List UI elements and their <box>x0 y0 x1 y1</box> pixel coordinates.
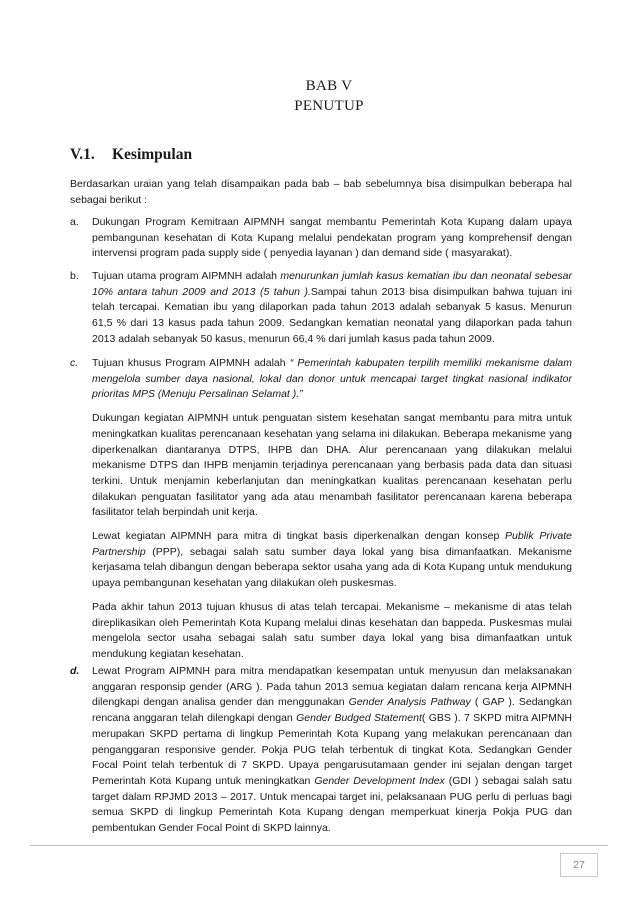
text-run: Lewat Program AIPMNH para mitra mendapatkan kesempatan untuk menyusun dan melaksanakan anggaran responsip gender (ARG ). Pada tahun 2013 semua kegiatan dalam rencana kerja AIPMNH dilengkapi dengan analisa gender dan menggunakan <box>92 665 572 709</box>
chapter-label: BAB V <box>305 78 353 94</box>
section-title: Kesimpulan <box>112 146 193 163</box>
emphasis-text: Publik Private Partnership <box>92 530 573 558</box>
emphasis-text: “ Pemerintah kabupaten terpilih memiliki mekanisme dalam mengelola sumber daya nasional, lokal dan donor untuk mencapai target tingkat nasional indikator prioritas MPS (Menuju Persalinan Selamat ).” <box>92 357 572 401</box>
list-item-text <box>92 269 572 348</box>
text-run: (GDI ) sebagai salah satu target dalam RPJMD 2013 – 2017. Untuk mencapai target ini, pelaksanaan PUG perlu di perluas bagi semua SKPD di lingkup Pemerintah Kota Kupang dengan memperkuat kinerja Pokja PUG dan pembentukan Gender Focal Point di SKPD lainnya. <box>92 774 572 835</box>
paragraph: Pada akhir tahun 2013 tujuan khusus di atas telah tercapai. Mekanisme – mekanisme di atas telah direplikasikan oleh Pemerintah Kota Kupang melalui dinas kesehatan dan bappeda. Puskesmas mulai mengelola sector usaha sebagai salah satu sumber daya lokal yang bisa dimanfaatkan untuk mendukung kegiatan kesehatan. <box>92 600 572 660</box>
list-item-d <box>70 664 572 837</box>
text-run: Sampai tahun 2013 bisa disimpulkan bahwa tujuan ini telah tercapai. Kematian ibu yang dilaporkan pada tahun 2013 adalah sebanyak 5 kasus. Menurun 61,5 % dari 13 kasus pada tahun 2009. Sedangkan kematian neonatal yang dilaporkan pada tahun 2013 adalah sebanyak 50 kasus, menurun 66,4 % dari jumlah kasus pada tahun 2009. <box>92 285 572 345</box>
chapter-title: PENUTUP <box>294 98 364 114</box>
emphasis-text: Gender Analysis Pathway <box>348 696 471 709</box>
paragraph <box>92 356 572 403</box>
text-run: ( GBS ). 7 SKPD mitra AIPMNH merupakan SKPD pertama di lingkup Pemerintah Kota Kupang yang melakukan perencanaan dan penganggaran responsive gender. Pokja PUG telah terbentuk di tingkat Kota. Sedangkan Gender Focal Point telah terbentuk di 7 SKPD. Upaya pengarusutamaan gender ini sejalan dengan target Pemerintah Kota Kupang untuk meningkatkan <box>92 712 573 787</box>
list-item-b <box>70 269 572 348</box>
paragraph <box>92 529 572 592</box>
page-number: 27 <box>560 853 598 877</box>
section-heading <box>70 146 192 164</box>
list-marker: d. <box>70 665 80 677</box>
text-run: ( GAP ). Sedangkan rencana anggaran telah dilengkapi dengan <box>92 696 572 725</box>
paragraph: Dukungan kegiatan AIPMNH untuk penguatan sistem kesehatan sangat membantu para mitra untuk meningkatkan kualitas perencanaan kesehatan yang selama ini dilakukan. Beberapa mekanisme yang diperkenalkan diantaranya DTPS, IHPB dan DHA. Alur perencanaan yang dilakukan melalui mekanisme DTPS dan IHPB menjamin terjadinya perencanaan yang berbasis pada data dan situasi terkini. Untuk menjamin keberlanjutan dan meningkatkan kualitas perencanaan kesehatan perlu dilakukan penguatan fasilitator yang ada atau menambah fasilitator perencanaan karena beberapa fasilitator telah berpindah unit kerja. <box>92 412 572 519</box>
list-item-a <box>70 215 572 262</box>
list-marker: a. <box>70 216 79 228</box>
text-run: (PPP), sebagai salah satu sumber daya lokal yang bisa dimanfaatkan. Mekanisme kerjasama telah dibangun dengan beberapa sektor usaha yang ada di Kota Kupang untuk mendukung upaya pembangunan kesehatan yang dilakukan oleh puskesmas. <box>92 545 572 590</box>
list-marker: b. <box>70 270 79 282</box>
list-item-c <box>70 356 572 671</box>
footer-divider <box>30 845 608 846</box>
list-item-text: Dukungan Program Kemitraan AIPMNH sangat membantu Pemerintah Kota Kupang dalam upaya pembangunan kesehatan di Kota Kupang melalui pendekatan program yang komprehensif dengan intervensi program pada supply side ( penyedia layanan ) dan demand side ( masyarakat). <box>92 216 572 260</box>
emphasis-text: Gender Budged Statement <box>296 712 422 725</box>
list-marker: c. <box>70 357 79 369</box>
text-run: Lewat kegiatan AIPMNH para mitra di tingkat basis diperkenalkan dengan konsep <box>92 530 506 543</box>
text-run: Tujuan khusus Program AIPMNH adalah <box>92 357 290 369</box>
intro-paragraph: Berdasarkan uraian yang telah disampaikan pada bab – bab sebelumnya bisa disimpulkan beberapa hal sebagai berikut : <box>70 178 572 206</box>
emphasis-text: Gender Development Index <box>314 774 445 787</box>
list-item-text <box>92 664 572 837</box>
emphasis-text: menurunkan jumlah kasus kematian ibu dan neonatal sebesar 10% antara tahun 2009 and 2013 (5 tahun ). <box>92 270 572 298</box>
section-number: V.1. <box>70 146 95 163</box>
text-run: Tujuan utama program AIPMNH adalah <box>92 270 281 282</box>
